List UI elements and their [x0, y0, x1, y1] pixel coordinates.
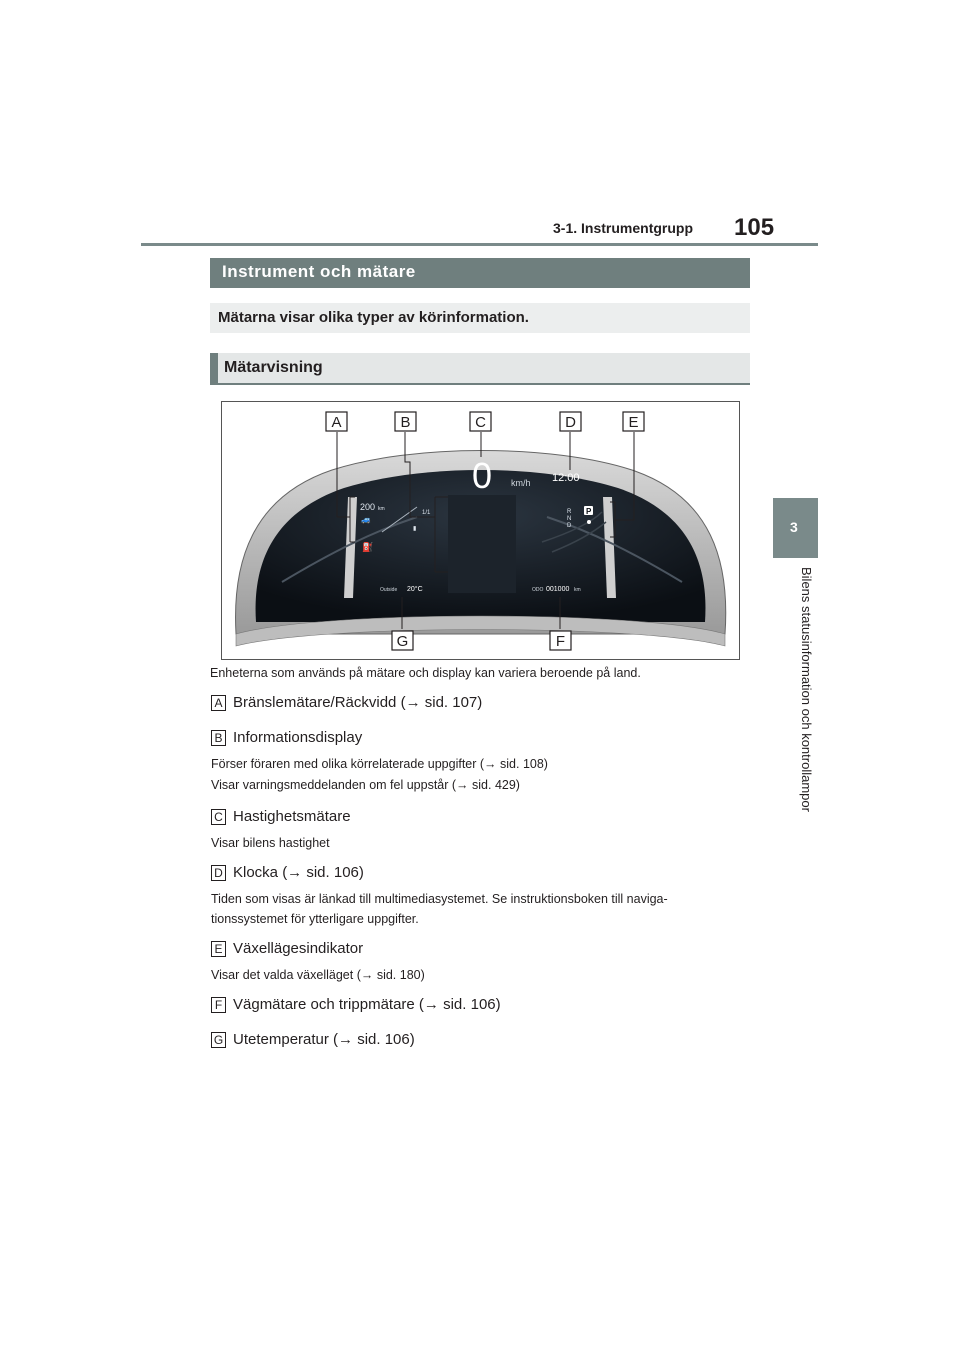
item-g-letter: G	[211, 1032, 226, 1048]
item-e-title: Växellägesindikator	[233, 940, 364, 957]
item-b-title: Informationsdisplay	[233, 729, 363, 746]
chapter-title-vertical: Bilens statusinformation och kontrollampor	[799, 567, 814, 812]
item-e-desc-1: Visar det valda växelläget (→ sid. 180)	[211, 968, 425, 982]
callout-f	[550, 631, 571, 650]
speed-value: 0	[472, 455, 493, 496]
trip-fraction: 1/1	[422, 510, 431, 516]
header-rule	[141, 243, 818, 246]
item-f-title: Vägmätare och trippmätare (→ sid. 106)	[233, 996, 501, 1013]
odo-unit: km	[574, 587, 581, 593]
item-b-desc-2: Visar varningsmeddelanden om fel uppstår (→ sid. 429)	[211, 778, 520, 792]
item-b-letter: B	[211, 730, 226, 746]
item-a-title: Bränslemätare/Räckvidd (→ sid. 107)	[233, 694, 483, 711]
section-header: 3-1. Instrumentgrupp	[553, 220, 694, 236]
main-title: Instrument och mätare	[222, 262, 416, 281]
item-e-letter: E	[211, 941, 226, 957]
item-f-letter: F	[211, 997, 226, 1013]
svg-text:G: G	[396, 633, 409, 650]
gear-n: N	[567, 516, 572, 522]
odo-label: ODO	[532, 587, 544, 593]
callout-a	[326, 412, 347, 431]
gear-indicator-dot	[587, 520, 591, 524]
outside-temp: 20°C	[407, 586, 423, 593]
item-d-desc-1: Tiden som visas är länkad till multimediasystemet. Se instruktionsboken till naviga-	[211, 892, 668, 906]
svg-text:C: C	[475, 414, 486, 431]
fuel-pump-icon: ⛽	[362, 542, 374, 552]
page-number: 105	[734, 214, 775, 241]
item-d-letter: D	[211, 865, 226, 881]
subsection-accent	[210, 353, 218, 385]
range-car-icon: 🚙	[361, 515, 371, 524]
range-unit: km	[378, 506, 385, 512]
svg-text:E: E	[628, 414, 639, 431]
info-display-panel	[448, 495, 516, 593]
gear-r: R	[567, 509, 572, 515]
gear-p: P	[586, 507, 592, 516]
callout-d	[560, 412, 581, 431]
speed-unit: km/h	[511, 478, 531, 488]
item-b-desc-1: Förser föraren med olika körrelaterade uppgifter (→ sid. 108)	[211, 757, 548, 771]
subsection-title: Mätarvisning	[224, 359, 323, 376]
fuel-gauge-icon: ▮	[413, 526, 417, 532]
odo-value: 001000	[546, 586, 570, 593]
svg-text:B: B	[400, 414, 411, 431]
item-g-title: Utetemperatur (→ sid. 106)	[233, 1031, 415, 1048]
svg-text:D: D	[565, 414, 576, 431]
svg-text:A: A	[331, 414, 342, 431]
callout-b	[395, 412, 416, 431]
item-c-letter: C	[211, 809, 226, 825]
item-d-title: Klocka (→ sid. 106)	[233, 864, 364, 881]
range-value: 200	[360, 502, 376, 512]
callout-g	[392, 631, 413, 650]
cluster-illustration	[222, 402, 739, 659]
intro-text: Mätarna visar olika typer av körinformation.	[218, 309, 529, 326]
item-c-title: Hastighetsmätare	[233, 808, 351, 825]
units-note: Enheterna som används på mätare och display kan variera beroende på land.	[210, 666, 641, 680]
callout-c	[470, 412, 491, 431]
outside-label: Outside	[380, 587, 398, 593]
item-a-letter: A	[211, 695, 226, 711]
instrument-cluster-figure	[221, 401, 740, 660]
svg-text:F: F	[555, 633, 566, 650]
callout-e	[623, 412, 644, 431]
clock-value: 12:00	[552, 472, 580, 484]
chapter-tab-number: 3	[790, 519, 798, 535]
item-d-desc-2: tionssystemet för ytterligare uppgifter.	[211, 912, 419, 926]
gear-d: D	[567, 523, 572, 529]
item-c-desc-1: Visar bilens hastighet	[211, 836, 330, 850]
